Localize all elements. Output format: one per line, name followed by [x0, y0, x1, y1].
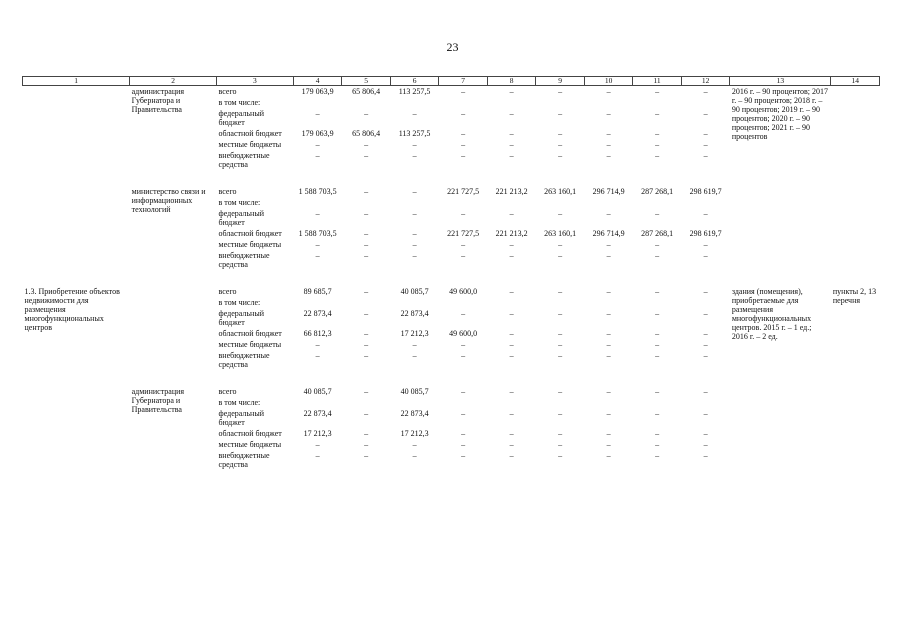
- header-cell: 8: [487, 77, 536, 86]
- amount-cell: –: [461, 351, 466, 360]
- amount-cell: –: [509, 140, 514, 149]
- amount-cell: 49 600,0: [449, 329, 478, 338]
- amount-cell: [681, 97, 730, 108]
- executor-cell: администрация Губернатора и Правительства: [131, 387, 185, 414]
- amount-cell: –: [703, 340, 708, 349]
- amount-cell: [633, 297, 682, 308]
- amount-cell: –: [315, 340, 320, 349]
- amount-cell: –: [606, 129, 611, 138]
- table-row: [23, 386, 880, 397]
- amount-cell: –: [655, 387, 660, 396]
- amount-cell: –: [558, 240, 563, 249]
- amount-cell: –: [461, 251, 466, 260]
- amount-cell: [487, 297, 536, 308]
- amount-cell: –: [558, 251, 563, 260]
- amount-cell: –: [412, 209, 417, 218]
- executor-cell: администрация Губернатора и Правительства: [131, 87, 185, 114]
- amount-cell: –: [364, 140, 369, 149]
- amount-cell: –: [509, 429, 514, 438]
- amount-cell: 298 619,7: [689, 229, 722, 238]
- amount-cell: [342, 297, 391, 308]
- table-row: [23, 86, 880, 98]
- amount-cell: –: [461, 140, 466, 149]
- header-cell: 4: [293, 77, 342, 86]
- amount-cell: –: [655, 140, 660, 149]
- amount-cell: –: [655, 451, 660, 460]
- amount-cell: [584, 197, 633, 208]
- amount-cell: –: [703, 351, 708, 360]
- amount-cell: [681, 197, 730, 208]
- amount-cell: –: [558, 129, 563, 138]
- funding-source-label: местные бюджеты: [218, 440, 282, 449]
- amount-cell: –: [606, 240, 611, 249]
- funding-source-label: местные бюджеты: [218, 340, 282, 349]
- amount-cell: [536, 97, 585, 108]
- funding-source-label: всего: [218, 87, 237, 96]
- header-cell: 3: [217, 77, 294, 86]
- amount-cell: –: [509, 209, 514, 218]
- amount-cell: [633, 97, 682, 108]
- reference-cell: пункты 2, 13 перечня: [832, 287, 877, 305]
- amount-cell: –: [655, 209, 660, 218]
- amount-cell: –: [558, 440, 563, 449]
- amount-cell: 1 588 703,5: [298, 229, 337, 238]
- amount-cell: –: [412, 451, 417, 460]
- amount-cell: –: [461, 440, 466, 449]
- amount-cell: 221 213,2: [495, 187, 528, 196]
- amount-cell: –: [509, 351, 514, 360]
- amount-cell: –: [364, 340, 369, 349]
- amount-cell: –: [461, 209, 466, 218]
- amount-cell: –: [606, 287, 611, 296]
- amount-cell: 49 600,0: [449, 287, 478, 296]
- amount-cell: –: [509, 151, 514, 160]
- amount-cell: –: [703, 440, 708, 449]
- amount-cell: [439, 97, 488, 108]
- amount-cell: [293, 297, 342, 308]
- header-cell: 2: [130, 77, 217, 86]
- funding-source-label: областной бюджет: [218, 229, 282, 238]
- amount-cell: –: [558, 329, 563, 338]
- amount-cell: –: [461, 429, 466, 438]
- amount-cell: –: [606, 140, 611, 149]
- funding-source-label: в том числе:: [218, 198, 261, 207]
- amount-cell: 22 873,4: [400, 309, 429, 318]
- spacer-cell: [23, 370, 880, 386]
- header-cell: 7: [439, 77, 488, 86]
- table-header: [23, 77, 880, 86]
- amount-cell: 65 806,4: [352, 87, 381, 96]
- amount-cell: –: [412, 140, 417, 149]
- amount-cell: –: [703, 87, 708, 96]
- amount-cell: –: [509, 251, 514, 260]
- amount-cell: –: [655, 409, 660, 418]
- header-cell: 12: [681, 77, 730, 86]
- table-body: [23, 86, 880, 471]
- amount-cell: 296 714,9: [592, 229, 625, 238]
- amount-cell: –: [509, 129, 514, 138]
- amount-cell: –: [703, 329, 708, 338]
- amount-cell: –: [412, 351, 417, 360]
- funding-source-label: в том числе:: [218, 98, 261, 107]
- amount-cell: 113 257,5: [398, 87, 431, 96]
- activity-cell: [23, 86, 130, 171]
- amount-cell: –: [461, 340, 466, 349]
- amount-cell: –: [655, 440, 660, 449]
- amount-cell: [390, 97, 439, 108]
- amount-cell: –: [364, 240, 369, 249]
- funding-source-label: в том числе:: [218, 298, 261, 307]
- amount-cell: [390, 397, 439, 408]
- funding-source-label: местные бюджеты: [218, 240, 282, 249]
- amount-cell: –: [558, 109, 563, 118]
- amount-cell: [342, 97, 391, 108]
- amount-cell: –: [655, 429, 660, 438]
- amount-cell: 1 588 703,5: [298, 187, 337, 196]
- amount-cell: –: [364, 209, 369, 218]
- amount-cell: –: [315, 251, 320, 260]
- amount-cell: 221 213,2: [495, 229, 528, 238]
- amount-cell: [633, 397, 682, 408]
- amount-cell: –: [655, 351, 660, 360]
- amount-cell: –: [509, 87, 514, 96]
- amount-cell: [633, 197, 682, 208]
- amount-cell: [293, 397, 342, 408]
- page-number: 23: [446, 40, 459, 54]
- amount-cell: –: [655, 287, 660, 296]
- amount-cell: –: [558, 309, 563, 318]
- amount-cell: 17 212,3: [400, 429, 429, 438]
- amount-cell: –: [412, 187, 417, 196]
- amount-cell: 287 268,1: [641, 229, 674, 238]
- reference-cell: [831, 186, 880, 270]
- amount-cell: 263 160,1: [544, 229, 577, 238]
- amount-cell: [390, 197, 439, 208]
- amount-cell: –: [558, 87, 563, 96]
- executor-cell: [130, 286, 217, 370]
- amount-cell: 298 619,7: [689, 187, 722, 196]
- amount-cell: –: [558, 451, 563, 460]
- spacer-cell: [23, 170, 880, 186]
- amount-cell: 22 873,4: [303, 409, 332, 418]
- amount-cell: –: [703, 209, 708, 218]
- amount-cell: –: [703, 287, 708, 296]
- amount-cell: 179 063,9: [301, 87, 334, 96]
- amount-cell: 65 806,4: [352, 129, 381, 138]
- amount-cell: –: [315, 440, 320, 449]
- amount-cell: 221 727,5: [447, 229, 480, 238]
- amount-cell: –: [558, 151, 563, 160]
- funding-source-label: внебюджетные средства: [218, 451, 270, 469]
- amount-cell: [342, 397, 391, 408]
- amount-cell: –: [703, 140, 708, 149]
- reference-cell: [831, 86, 880, 171]
- amount-cell: –: [364, 187, 369, 196]
- amount-cell: [584, 297, 633, 308]
- indicator-cell: 2016 г. – 90 процентов; 2017 г. – 90 процентов; 2018 г. – 90 процентов; 2019 г. – 90 процентов; 2020 г. – 90 процентов; 2021 г. – 90 процентов: [731, 87, 828, 141]
- amount-cell: [584, 397, 633, 408]
- executor-cell: министерство связи и информационных технологий: [131, 187, 206, 214]
- header-cell: 10: [584, 77, 633, 86]
- amount-cell: –: [412, 109, 417, 118]
- reference-cell: [831, 386, 880, 470]
- funding-source-label: областной бюджет: [218, 329, 282, 338]
- amount-cell: 40 085,7: [303, 387, 332, 396]
- amount-cell: –: [412, 251, 417, 260]
- activity-cell: [23, 186, 130, 270]
- indicator-cell: [730, 186, 831, 270]
- amount-cell: –: [364, 409, 369, 418]
- amount-cell: [439, 297, 488, 308]
- amount-cell: –: [509, 451, 514, 460]
- amount-cell: [487, 97, 536, 108]
- amount-cell: –: [315, 109, 320, 118]
- amount-cell: –: [558, 387, 563, 396]
- amount-cell: –: [558, 209, 563, 218]
- amount-cell: 17 212,3: [303, 429, 332, 438]
- amount-cell: [439, 197, 488, 208]
- amount-cell: –: [558, 287, 563, 296]
- funding-source-label: всего: [218, 287, 237, 296]
- activity-cell: [23, 386, 130, 470]
- amount-cell: –: [509, 440, 514, 449]
- table-row: [23, 186, 880, 197]
- header-cell: 9: [536, 77, 585, 86]
- amount-cell: 17 212,3: [400, 329, 429, 338]
- funding-source-label: всего: [218, 387, 237, 396]
- amount-cell: –: [315, 240, 320, 249]
- amount-cell: –: [315, 140, 320, 149]
- funding-source-label: федеральный бюджет: [218, 209, 264, 227]
- amount-cell: –: [558, 409, 563, 418]
- amount-cell: –: [703, 251, 708, 260]
- amount-cell: –: [606, 87, 611, 96]
- amount-cell: [487, 197, 536, 208]
- amount-cell: –: [315, 351, 320, 360]
- amount-cell: –: [703, 451, 708, 460]
- amount-cell: –: [606, 251, 611, 260]
- spacer-cell: [23, 270, 880, 286]
- header-cell: 5: [342, 77, 391, 86]
- amount-cell: –: [364, 451, 369, 460]
- amount-cell: 22 873,4: [303, 309, 332, 318]
- amount-cell: –: [461, 309, 466, 318]
- funding-source-label: в том числе:: [218, 398, 261, 407]
- funding-source-label: внебюджетные средства: [218, 351, 270, 369]
- amount-cell: 40 085,7: [400, 387, 429, 396]
- amount-cell: –: [364, 387, 369, 396]
- amount-cell: –: [364, 287, 369, 296]
- amount-cell: –: [606, 340, 611, 349]
- header-cell: 1: [23, 77, 130, 86]
- amount-cell: 89 685,7: [303, 287, 332, 296]
- amount-cell: [681, 297, 730, 308]
- amount-cell: 40 085,7: [400, 287, 429, 296]
- amount-cell: –: [364, 151, 369, 160]
- amount-cell: [342, 197, 391, 208]
- table-row: [23, 286, 880, 297]
- amount-cell: –: [655, 329, 660, 338]
- header-cell: 11: [633, 77, 682, 86]
- amount-cell: 296 714,9: [592, 187, 625, 196]
- block-spacer: [23, 270, 880, 286]
- amount-cell: –: [558, 429, 563, 438]
- funding-source-label: областной бюджет: [218, 129, 282, 138]
- header-cell: 14: [831, 77, 880, 86]
- amount-cell: –: [412, 240, 417, 249]
- amount-cell: –: [509, 240, 514, 249]
- amount-cell: –: [606, 387, 611, 396]
- amount-cell: [681, 397, 730, 408]
- amount-cell: [584, 97, 633, 108]
- block-spacer: [23, 370, 880, 386]
- amount-cell: –: [509, 309, 514, 318]
- amount-cell: [439, 397, 488, 408]
- amount-cell: [293, 97, 342, 108]
- amount-cell: –: [509, 340, 514, 349]
- funding-source-label: внебюджетные средства: [218, 251, 270, 269]
- amount-cell: –: [703, 151, 708, 160]
- amount-cell: –: [703, 387, 708, 396]
- header-cell: 13: [730, 77, 831, 86]
- amount-cell: –: [412, 440, 417, 449]
- amount-cell: –: [461, 87, 466, 96]
- amount-cell: –: [509, 109, 514, 118]
- amount-cell: –: [461, 151, 466, 160]
- amount-cell: –: [606, 409, 611, 418]
- indicator-cell: [730, 386, 831, 470]
- block-spacer: [23, 170, 880, 186]
- funding-source-label: федеральный бюджет: [218, 309, 264, 327]
- amount-cell: –: [509, 287, 514, 296]
- amount-cell: –: [315, 209, 320, 218]
- amount-cell: 113 257,5: [398, 129, 431, 138]
- amount-cell: –: [606, 151, 611, 160]
- amount-cell: –: [509, 329, 514, 338]
- amount-cell: –: [558, 140, 563, 149]
- amount-cell: –: [509, 409, 514, 418]
- amount-cell: –: [364, 429, 369, 438]
- amount-cell: –: [703, 109, 708, 118]
- amount-cell: –: [655, 240, 660, 249]
- amount-cell: –: [703, 309, 708, 318]
- funding-source-label: всего: [218, 187, 237, 196]
- amount-cell: 179 063,9: [301, 129, 334, 138]
- amount-cell: –: [606, 309, 611, 318]
- amount-cell: [536, 197, 585, 208]
- amount-cell: 22 873,4: [400, 409, 429, 418]
- amount-cell: –: [364, 351, 369, 360]
- amount-cell: [536, 397, 585, 408]
- amount-cell: –: [558, 340, 563, 349]
- amount-cell: [390, 297, 439, 308]
- amount-cell: –: [315, 151, 320, 160]
- indicator-cell: здания (помещения), приобретаемые для размещения многофункциональных центров. 2015 г. – 1 ед.; 2016 г. – 2 ед.: [731, 287, 812, 341]
- amount-cell: –: [364, 440, 369, 449]
- amount-cell: –: [655, 251, 660, 260]
- amount-cell: –: [606, 329, 611, 338]
- amount-cell: 263 160,1: [544, 187, 577, 196]
- amount-cell: –: [655, 109, 660, 118]
- amount-cell: –: [703, 409, 708, 418]
- funding-source-label: внебюджетные средства: [218, 151, 270, 169]
- amount-cell: –: [364, 109, 369, 118]
- amount-cell: –: [703, 129, 708, 138]
- amount-cell: –: [606, 440, 611, 449]
- amount-cell: –: [655, 309, 660, 318]
- amount-cell: [293, 197, 342, 208]
- amount-cell: –: [315, 451, 320, 460]
- amount-cell: –: [655, 87, 660, 96]
- amount-cell: –: [364, 251, 369, 260]
- amount-cell: –: [364, 329, 369, 338]
- amount-cell: –: [461, 240, 466, 249]
- amount-cell: –: [364, 229, 369, 238]
- amount-cell: –: [655, 129, 660, 138]
- amount-cell: –: [461, 387, 466, 396]
- amount-cell: –: [606, 109, 611, 118]
- funding-source-label: областной бюджет: [218, 429, 282, 438]
- header-cell: 6: [390, 77, 439, 86]
- amount-cell: –: [655, 340, 660, 349]
- amount-cell: –: [461, 451, 466, 460]
- funding-source-label: федеральный бюджет: [218, 409, 264, 427]
- amount-cell: 287 268,1: [641, 187, 674, 196]
- amount-cell: –: [461, 109, 466, 118]
- amount-cell: –: [509, 387, 514, 396]
- amount-cell: –: [412, 151, 417, 160]
- amount-cell: –: [655, 151, 660, 160]
- amount-cell: 66 812,3: [303, 329, 332, 338]
- amount-cell: [487, 397, 536, 408]
- amount-cell: –: [606, 451, 611, 460]
- amount-cell: 221 727,5: [447, 187, 480, 196]
- funding-source-label: местные бюджеты: [218, 140, 282, 149]
- amount-cell: –: [461, 129, 466, 138]
- amount-cell: –: [558, 351, 563, 360]
- amount-cell: –: [412, 229, 417, 238]
- activity-cell: 1.3. Приобретение объектов недвижимости для размещения многофункциональных центров: [24, 287, 120, 332]
- program-funding-table: [22, 76, 880, 470]
- amount-cell: –: [703, 240, 708, 249]
- amount-cell: –: [461, 409, 466, 418]
- amount-cell: [536, 297, 585, 308]
- amount-cell: –: [364, 309, 369, 318]
- funding-source-label: федеральный бюджет: [218, 109, 264, 127]
- amount-cell: –: [703, 429, 708, 438]
- amount-cell: –: [606, 209, 611, 218]
- amount-cell: –: [412, 340, 417, 349]
- amount-cell: –: [606, 351, 611, 360]
- amount-cell: –: [606, 429, 611, 438]
